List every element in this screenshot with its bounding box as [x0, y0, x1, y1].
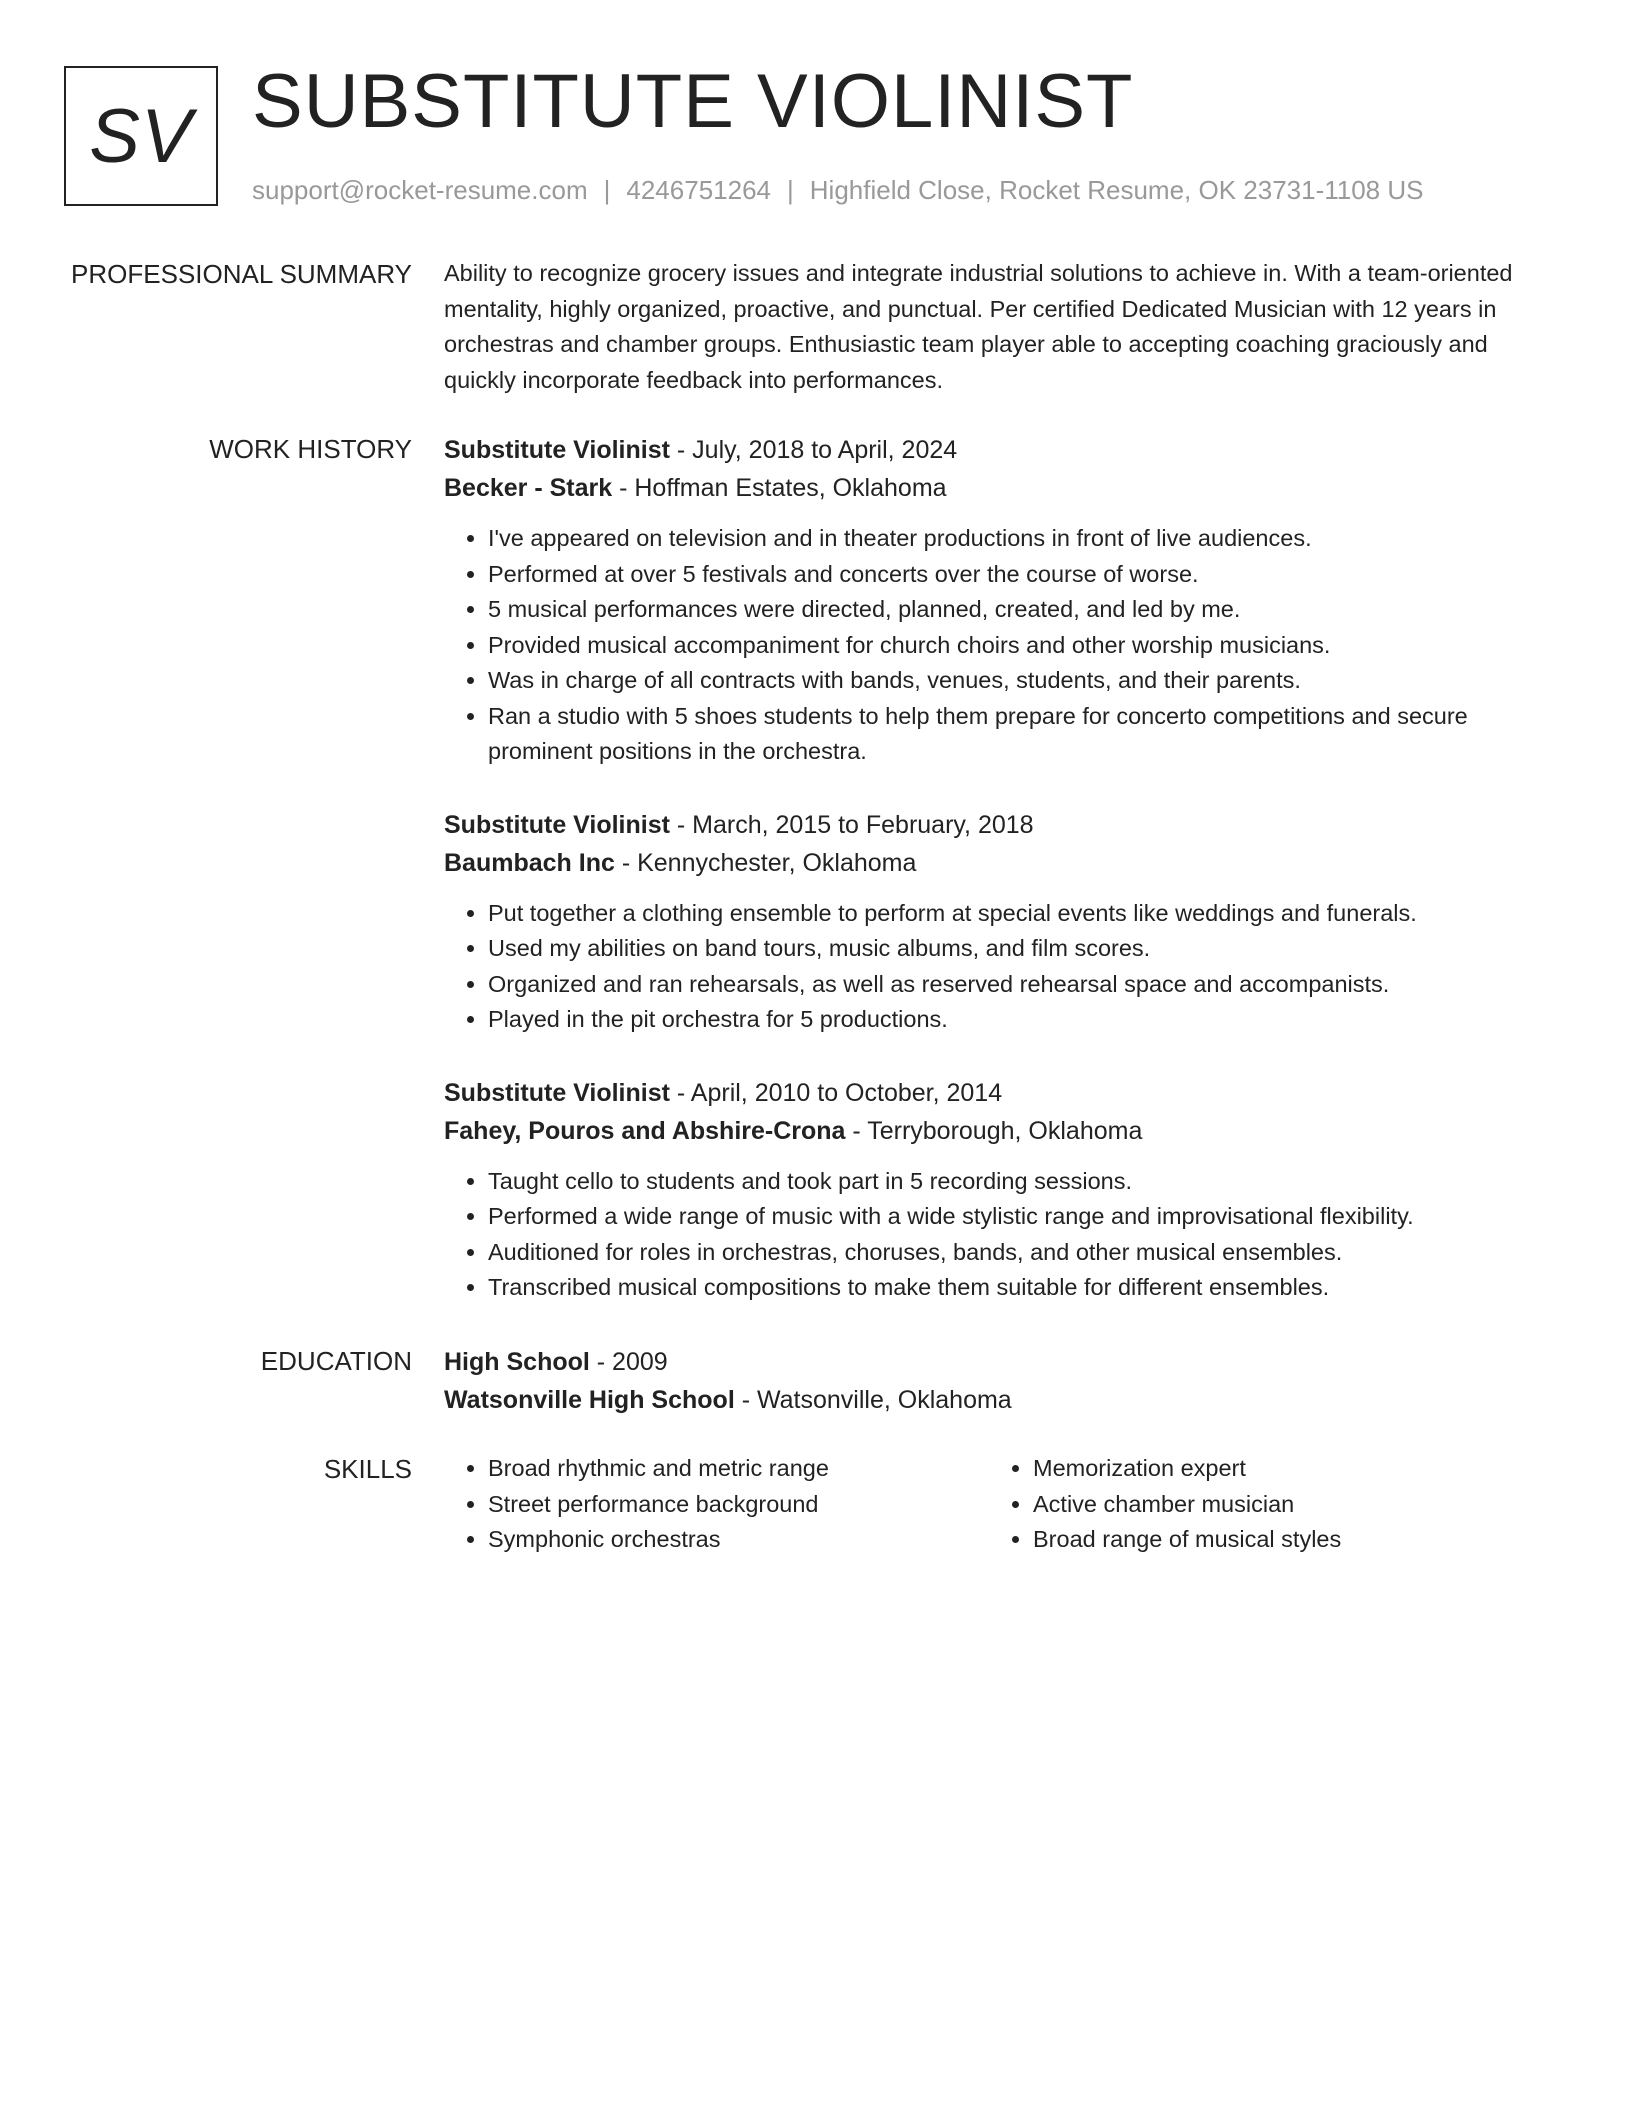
job-company: Becker - Stark: [444, 474, 613, 502]
job-dates: - April, 2010 to October, 2014: [669, 1078, 1003, 1107]
job-company-line: [444, 469, 1554, 507]
contact-address: Highfield Close, Rocket Resume, OK 23731-1108 US: [809, 175, 1424, 205]
job-bullets: [444, 1164, 1554, 1306]
list-item: • Auditioned for roles in orchestras, choruses, bands, and other musical ensembles.: [488, 1235, 1554, 1271]
page-title: SUBSTITUTE VIOLINIST: [252, 59, 1134, 144]
job-title: Substitute Violinist: [444, 810, 670, 839]
contact-line: [252, 172, 1423, 208]
job-location: - Kennychester, Oklahoma: [614, 848, 917, 877]
job-bullets: [444, 896, 1554, 1038]
list-item: • Was in charge of all contracts with bands, venues, students, and their parents.: [488, 663, 1554, 699]
list-item: • Taught cello to students and took part in 5 recording sessions.: [488, 1164, 1554, 1200]
job-entry: [444, 806, 1554, 1038]
job-title: Substitute Violinist: [444, 436, 670, 464]
skills-body: [444, 1451, 1554, 1558]
section-label-education: EDUCATION: [260, 1346, 412, 1376]
list-item: • Broad rhythmic and metric range: [488, 1451, 989, 1487]
job-location: - Terryborough, Oklahoma: [845, 1116, 1143, 1145]
skills-list: [989, 1451, 1534, 1558]
education-location: - Watsonville, Oklahoma: [734, 1386, 1012, 1414]
contact-separator: |: [787, 175, 794, 205]
list-item: • I've appeared on television and in theater productions in front of live audiences.: [488, 521, 1554, 557]
list-item: • Symphonic orchestras: [488, 1522, 989, 1558]
list-item: • Memorization expert: [1033, 1451, 1534, 1487]
job-bullets: [444, 521, 1554, 770]
list-item: • Provided musical accompaniment for church choirs and other worship musicians.: [488, 628, 1554, 664]
education-degree-line: [444, 1343, 1554, 1381]
job-company-line: [444, 1112, 1554, 1150]
contact-separator: |: [603, 175, 611, 205]
job-company-line: [444, 844, 1554, 882]
summary-body: [444, 256, 1554, 398]
education-year: - 2009: [589, 1348, 668, 1376]
job-title-line: [444, 431, 1554, 469]
job-company: Baumbach Inc: [444, 848, 615, 877]
job-location: - Hoffman Estates, Oklahoma: [612, 474, 947, 502]
list-item: • Used my abilities on band tours, music albums, and film scores.: [488, 931, 1554, 967]
education-body: [444, 1343, 1554, 1419]
list-item: • Active chamber musician: [1033, 1487, 1534, 1523]
job-entry: [444, 431, 1554, 770]
skills-list: [444, 1451, 989, 1558]
contact-email[interactable]: support@rocket-resume.com: [252, 175, 588, 205]
list-item: • 5 musical performances were directed, planned, created, and led by me.: [488, 592, 1554, 628]
job-company: Fahey, Pouros and Abshire-Crona: [444, 1116, 846, 1145]
section-label-skills: SKILLS: [323, 1454, 412, 1484]
list-item: • Transcribed musical compositions to make them suitable for different ensembles.: [488, 1270, 1554, 1306]
skills-column-right: [989, 1451, 1534, 1558]
job-title-line: [444, 806, 1554, 844]
list-item: • Put together a clothing ensemble to perform at special events like weddings and funerals.: [488, 896, 1554, 932]
job-dates: - March, 2015 to February, 2018: [669, 810, 1034, 839]
section-label-work-history: WORK HISTORY: [209, 434, 412, 464]
list-item: • Broad range of musical styles: [1033, 1522, 1534, 1558]
education-degree: High School: [444, 1348, 590, 1376]
list-item: • Organized and ran rehearsals, as well as reserved rehearsal space and accompanists.: [488, 967, 1554, 1003]
job-dates: - July, 2018 to April, 2024: [669, 436, 958, 464]
education-school-line: [444, 1381, 1554, 1419]
job-title: Substitute Violinist: [444, 1078, 670, 1107]
list-item: • Performed at over 5 festivals and concerts over the course of worse.: [488, 557, 1554, 593]
list-item: • Ran a studio with 5 shoes students to help them prepare for concerto competitions and secure prominent positions in the orchestra.: [488, 699, 1554, 770]
job-entry: [444, 1074, 1554, 1306]
section-label-summary: PROFESSIONAL SUMMARY: [71, 259, 412, 289]
list-item: • Played in the pit orchestra for 5 productions.: [488, 1002, 1554, 1038]
education-school: Watsonville High School: [444, 1386, 735, 1414]
monogram-logo: SV: [64, 66, 218, 206]
list-item: • Street performance background: [488, 1487, 989, 1523]
work-history-body: [444, 431, 1554, 1342]
skills-grid: [444, 1451, 1554, 1558]
contact-phone[interactable]: 4246751264: [626, 175, 771, 205]
list-item: • Performed a wide range of music with a wide stylistic range and improvisational flexibility.: [488, 1199, 1554, 1235]
skills-column-left: [444, 1451, 989, 1558]
summary-text: Ability to recognize grocery issues and integrate industrial solutions to achieve in. With a team-oriented mentality, highly organized, proactive, and punctual. Per certified Dedicated Musician with 12 years in orchestras and chamber groups. Enthusiastic team player able to accepting coaching graciously and quickly incorporate feedback into performances.: [444, 260, 1513, 393]
job-title-line: [444, 1074, 1554, 1112]
